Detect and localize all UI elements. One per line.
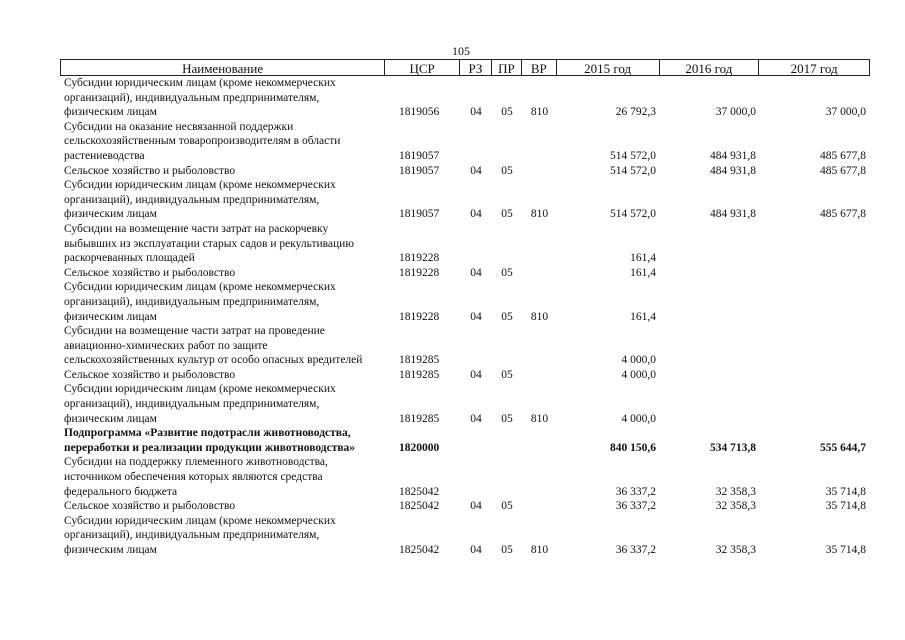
cell-2015: 36 337,2 xyxy=(615,485,656,498)
cell-csr: 1819228 xyxy=(399,252,440,265)
cell-pr: 05 xyxy=(501,310,513,323)
cell-csr: 1819228 xyxy=(399,266,440,279)
table-row xyxy=(60,455,870,499)
cell-csr: 1825042 xyxy=(399,485,440,498)
cell-pr: 05 xyxy=(501,208,513,221)
header-csr: ЦСР xyxy=(385,60,460,75)
cell-pr: 05 xyxy=(501,266,513,279)
cell-name: Подпрограмма «Развитие подотрасли животноводства, переработки и реализации продукции животноводства» xyxy=(64,427,356,454)
cell-rz: 04 xyxy=(470,266,482,279)
table-row xyxy=(60,324,870,368)
cell-name: Субсидии юридическим лицам (кроме некоммерческих организаций), индивидуальным предпринимателям, физическим лицам xyxy=(64,281,336,323)
cell-pr: 05 xyxy=(501,500,513,513)
cell-name: Субсидии юридическим лицам (кроме некоммерческих организаций), индивидуальным предпринимателям, физическим лицам xyxy=(64,514,336,556)
cell-2016: 484 931,8 xyxy=(710,208,756,221)
table-row xyxy=(60,76,870,120)
table-row xyxy=(60,178,870,222)
cell-2017: 37 000,0 xyxy=(825,106,866,119)
cell-csr: 1819057 xyxy=(399,149,440,162)
cell-2016: 37 000,0 xyxy=(715,106,756,119)
cell-2016: 484 931,8 xyxy=(710,164,756,177)
cell-name: Субсидии на оказание несвязанной поддержки сельскохозяйственным товаропроизводителям в области растениеводства xyxy=(64,120,341,162)
cell-2015: 514 572,0 xyxy=(610,164,656,177)
cell-pr: 05 xyxy=(501,412,513,425)
cell-2017: 555 644,7 xyxy=(820,441,866,454)
cell-csr: 1819056 xyxy=(399,106,440,119)
cell-2015: 161,4 xyxy=(630,266,656,279)
header-rz: РЗ xyxy=(460,60,492,75)
cell-2015: 4 000,0 xyxy=(621,354,656,367)
cell-name: Субсидии юридическим лицам (кроме некоммерческих организаций), индивидуальным предпринимателям, физическим лицам xyxy=(64,179,336,221)
cell-name: Сельское хозяйство и рыболовство xyxy=(64,500,236,513)
cell-2016: 32 358,3 xyxy=(715,500,756,513)
table-row xyxy=(60,514,870,558)
cell-pr: 05 xyxy=(501,544,513,556)
cell-name: Сельское хозяйство и рыболовство xyxy=(64,368,236,381)
cell-vr: 810 xyxy=(530,544,549,556)
header-vr: ВР xyxy=(522,60,557,75)
cell-2015: 840 150,6 xyxy=(610,441,656,454)
cell-2015: 36 337,2 xyxy=(615,544,656,556)
cell-2015: 514 572,0 xyxy=(610,208,656,221)
cell-rz: 04 xyxy=(470,310,482,323)
cell-2017: 35 714,8 xyxy=(825,500,866,513)
cell-2015: 161,4 xyxy=(630,310,656,323)
cell-vr: 810 xyxy=(530,106,549,119)
cell-csr: 1825042 xyxy=(399,500,440,513)
budget-table xyxy=(60,59,870,558)
cell-name: Сельское хозяйство и рыболовство xyxy=(64,164,236,177)
cell-2015: 4 000,0 xyxy=(621,412,656,425)
table-row xyxy=(60,280,870,324)
header-2016: 2016 год xyxy=(660,60,760,75)
cell-rz: 04 xyxy=(470,208,482,221)
cell-name: Субсидии на поддержку племенного животноводства, источником обеспечения которых являются средства федерального бюджета xyxy=(64,456,328,498)
table-row xyxy=(60,499,870,514)
cell-2016: 32 358,3 xyxy=(715,544,756,556)
cell-csr: 1820000 xyxy=(399,441,440,454)
table-row xyxy=(60,120,870,164)
cell-name: Сельское хозяйство и рыболовство xyxy=(64,266,236,279)
cell-rz: 04 xyxy=(470,500,482,513)
table-row xyxy=(60,222,870,266)
cell-csr: 1819285 xyxy=(399,412,440,425)
cell-name: Субсидии на возмещение части затрат на проведение авиационно-химических работ по защите сельскохозяйственных культур от особо опасных вредителей xyxy=(64,325,363,367)
header-pr: ПР xyxy=(492,60,522,75)
cell-2016: 32 358,3 xyxy=(715,485,756,498)
cell-pr: 05 xyxy=(501,106,513,119)
cell-2017: 35 714,8 xyxy=(825,485,866,498)
cell-vr: 810 xyxy=(530,208,549,221)
cell-2015: 161,4 xyxy=(630,252,656,265)
header-2017: 2017 год xyxy=(790,61,838,76)
cell-2015: 36 337,2 xyxy=(615,500,656,513)
cell-vr: 810 xyxy=(530,310,549,323)
cell-csr: 1825042 xyxy=(399,544,440,556)
table-row xyxy=(60,368,870,383)
cell-2017: 485 677,8 xyxy=(820,149,866,162)
cell-rz: 04 xyxy=(470,544,482,556)
cell-name: Субсидии юридическим лицам (кроме некоммерческих организаций), индивидуальным предпринимателям, физическим лицам xyxy=(64,77,336,119)
table-body xyxy=(60,76,870,558)
cell-2017: 35 714,8 xyxy=(825,544,866,556)
cell-csr: 1819285 xyxy=(399,354,440,367)
table-row xyxy=(60,164,870,179)
cell-2015: 26 792,3 xyxy=(615,106,656,119)
cell-csr: 1819228 xyxy=(399,310,440,323)
cell-2016: 534 713,8 xyxy=(710,441,756,454)
header-2015: 2015 год xyxy=(557,60,660,75)
cell-csr: 1819057 xyxy=(399,208,440,221)
table-row xyxy=(60,266,870,281)
cell-pr: 05 xyxy=(501,164,513,177)
cell-vr: 810 xyxy=(530,412,549,425)
cell-2017: 485 677,8 xyxy=(820,164,866,177)
cell-2015: 4 000,0 xyxy=(621,368,656,381)
page-number: 105 xyxy=(452,44,470,58)
cell-2015: 514 572,0 xyxy=(610,149,656,162)
cell-rz: 04 xyxy=(470,106,482,119)
cell-name: Субсидии на возмещение части затрат на раскорчевку выбывших из эксплуатации старых садов и рекультивацию раскорчеванных площадей xyxy=(64,222,354,265)
table-header xyxy=(60,59,870,76)
cell-csr: 1819057 xyxy=(399,164,440,177)
cell-2016: 484 931,8 xyxy=(710,149,756,162)
cell-pr: 05 xyxy=(501,368,513,381)
cell-rz: 04 xyxy=(470,412,482,425)
cell-rz: 04 xyxy=(470,368,482,381)
table-row xyxy=(60,426,870,455)
table-row xyxy=(60,382,870,426)
cell-2017: 485 677,8 xyxy=(820,208,866,221)
cell-rz: 04 xyxy=(470,164,482,177)
cell-name: Субсидии юридическим лицам (кроме некоммерческих организаций), индивидуальным предпринимателям, физическим лицам xyxy=(64,383,336,425)
cell-csr: 1819285 xyxy=(399,368,440,381)
header-name: Наименование xyxy=(61,60,385,75)
